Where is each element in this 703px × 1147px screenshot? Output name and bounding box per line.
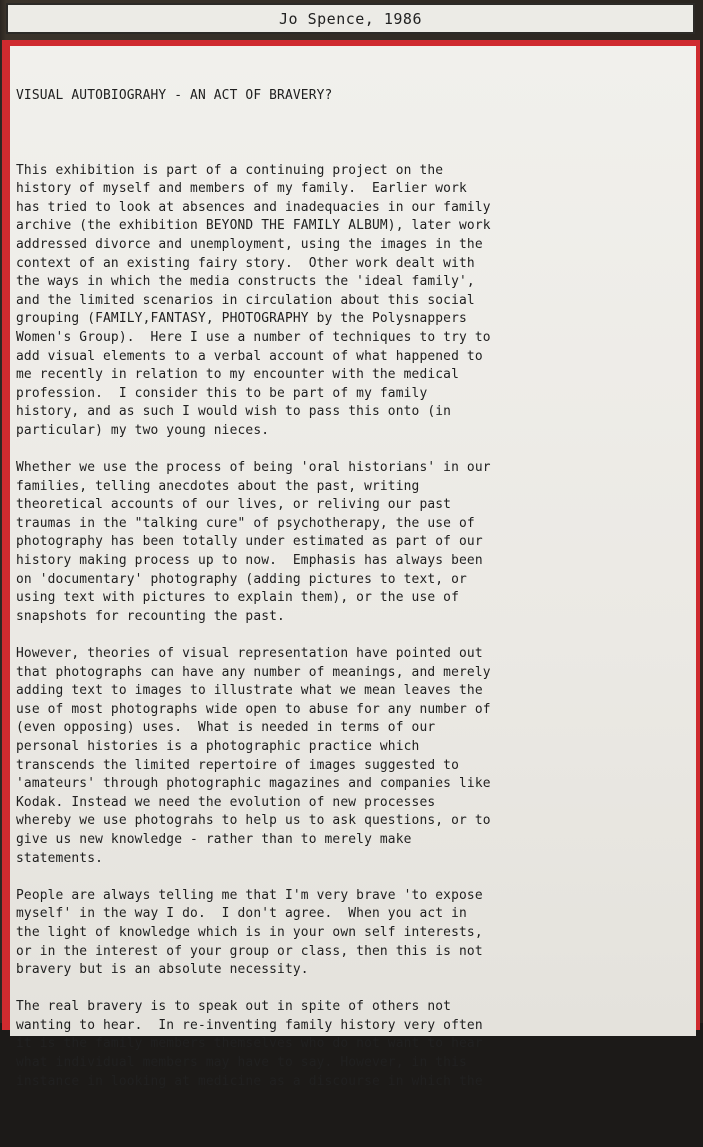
text-line: give us new knowledge - rather than to merely make <box>16 831 412 847</box>
text-line: families, telling anecdotes about the past, writing <box>16 478 420 494</box>
text-line: 'amateurs' through photographic magazines and companies like <box>16 776 491 792</box>
text-line: personal histories is a photographic practice which <box>16 738 420 754</box>
text-line: or in the interest of your group or class, then this is not <box>16 943 483 959</box>
text-line: using text with pictures to explain them), or the use of <box>16 590 460 606</box>
text-line: that photographs can have any number of meanings, and merely <box>16 664 491 680</box>
text-line: on 'documentary' photography (adding pictures to text, or <box>16 571 467 587</box>
text-line: This exhibition is part of a continuing project on the <box>16 162 444 178</box>
text-line: history of myself and members of my family. Earlier work <box>16 181 467 197</box>
caption-strip <box>6 3 695 34</box>
text-line: (even opposing) uses. What is needed in terms of our <box>16 720 436 736</box>
text-line: theoretical accounts of our lives, or reliving our past <box>16 497 452 513</box>
text-line: add visual elements to a verbal account of what happened to <box>16 348 483 364</box>
text-line: photography has been totally under estimated as part of our <box>16 534 483 550</box>
text-line: addressed divorce and unemployment, using the images in the <box>16 236 483 252</box>
text-line: However, theories of visual representation have pointed out <box>16 646 483 661</box>
text-line: grouping (FAMILY,FANTASY, PHOTOGRAPHY by the Polysnappers <box>16 311 467 327</box>
paragraph <box>16 645 696 868</box>
paragraph <box>16 998 696 1091</box>
document-title: VISUAL AUTOBIOGRAHY - AN ACT OF BRAVERY? <box>16 88 333 104</box>
text-line: has tried to look at absences and inadequacies in our family <box>16 199 491 215</box>
text-line: the ways in which the media constructs the 'ideal family', <box>16 274 475 290</box>
text-line: context of an existing fairy story. Other work dealt with <box>16 255 475 271</box>
text-line: myself' in the way I do. I don't agree. When you act in <box>16 906 467 922</box>
text-line: profession. I consider this to be part of my family <box>16 385 428 401</box>
text-line: Kodak. Instead we need the evolution of new processes <box>16 794 436 810</box>
text-line: me recently in relation to my encounter with the medical <box>16 367 460 383</box>
text-line: Whether we use the process of being 'oral historians' in our <box>16 460 491 476</box>
paragraph <box>16 459 696 626</box>
text-line: history, and as such I would wish to pass this onto (in <box>16 404 452 420</box>
text-line: Women's Group). Here I use a number of techniques to try to <box>16 329 491 345</box>
red-frame <box>2 40 700 1089</box>
text-line: bravery but is an absolute necessity. <box>16 962 309 978</box>
text-line: snapshots for recounting the past. <box>16 608 285 624</box>
text-line: transcends the limited repertoire of images suggested to <box>16 757 460 773</box>
paragraph <box>16 887 696 980</box>
text-line: archive (the exhibition BEYOND THE FAMILY ALBUM), later work <box>16 218 491 234</box>
document-body <box>16 50 696 1147</box>
text-line: People are always telling me that I'm very brave 'to expose <box>16 887 483 903</box>
text-line: use of most photographs wide open to abuse for any number of <box>16 701 491 717</box>
text-line: traumas in the "talking cure" of psychotherapy, the use of <box>16 515 475 531</box>
text-line: what individual members may have to say. However, in this <box>16 1055 467 1071</box>
text-line: adding text to images to illustrate what we mean leaves the <box>16 683 483 699</box>
paragraph <box>16 162 696 441</box>
text-line: instance in looking at medicine as a discourse in which the <box>16 1073 483 1089</box>
paragraphs <box>16 162 696 1092</box>
caption-text: Jo Spence, 1986 <box>279 9 422 28</box>
text-line: the light of knowledge which is in your own self interests, <box>16 924 483 940</box>
text-line: whereby we use photograhs to help us to ask questions, or to <box>16 813 491 829</box>
text-line: The real bravery is to speak out in spite of others not <box>16 999 452 1015</box>
text-line: statements. <box>16 850 104 866</box>
text-line: and the limited scenarios in circulation about this social <box>16 292 475 308</box>
text-line: wanting to hear. In re-inventing family history very often <box>16 1017 483 1033</box>
text-line: it is the family members themselves who do not want to hear <box>16 1036 483 1052</box>
text-line: particular) my two young nieces. <box>16 422 270 438</box>
text-line: history making process up to now. Emphasis has always been <box>16 553 483 569</box>
typed-sheet <box>10 46 696 1089</box>
